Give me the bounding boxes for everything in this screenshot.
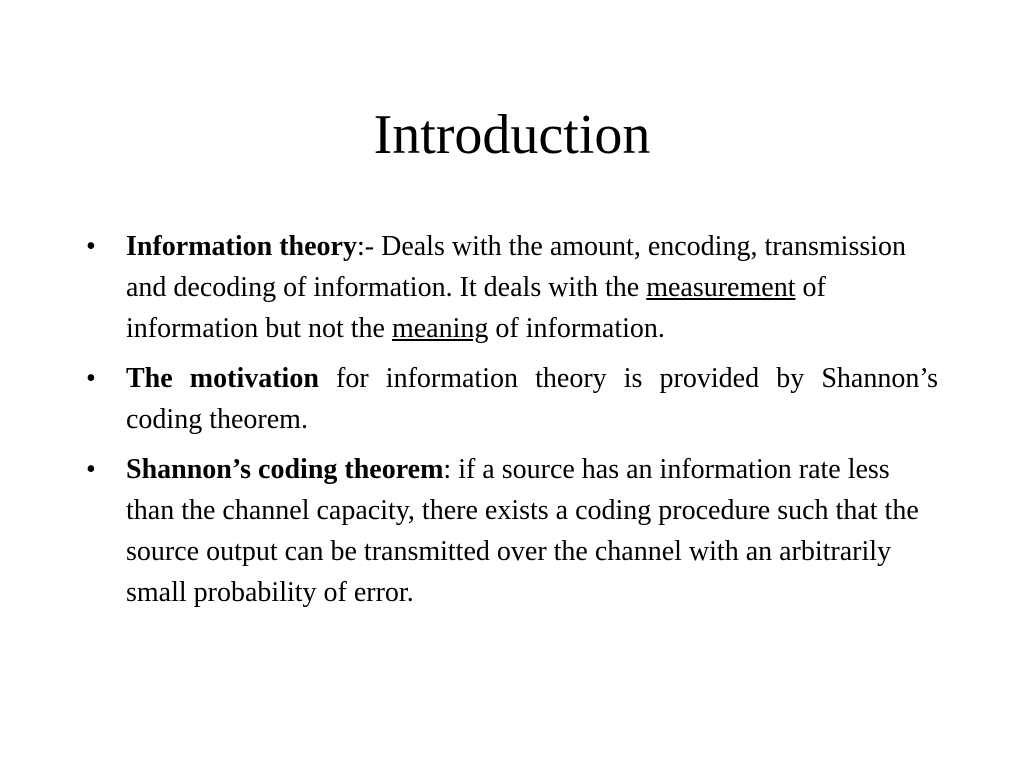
underlined-term-measurement: measurement <box>646 272 796 303</box>
bullet-list <box>86 226 938 622</box>
slide-title: Introduction <box>373 104 651 166</box>
bullet-term: Shannon’s coding theorem <box>126 454 444 485</box>
underlined-term-meaning: meaning <box>391 313 489 344</box>
bullet-marker-icon: • <box>86 231 96 262</box>
bullet-text: of information. <box>488 313 665 344</box>
bullet-text: if a source has an information rate less than the channel capacity, there exists a coding procedure such that the source output can be transmitted over the channel with an arbitrarily small probability of error. <box>126 454 919 608</box>
bullet-marker-icon: • <box>86 454 96 485</box>
bullet-separator: : <box>443 454 459 485</box>
bullet-item-information-theory <box>86 226 938 349</box>
bullet-text: of information but not the <box>126 272 826 344</box>
bullet-text: Deals with the amount, encoding, transmission and decoding of information. It deals with the <box>126 231 907 303</box>
bullet-term: The motivation <box>126 363 319 394</box>
bullet-term: Information theory <box>126 231 357 262</box>
bullet-item-motivation <box>86 358 938 440</box>
bullet-text: for information theory is provided by Shannon’s coding theorem. <box>126 363 938 435</box>
bullet-item-shannon-theorem <box>86 449 938 613</box>
bullet-separator: :- <box>356 231 382 262</box>
bullet-marker-icon: • <box>86 363 96 394</box>
